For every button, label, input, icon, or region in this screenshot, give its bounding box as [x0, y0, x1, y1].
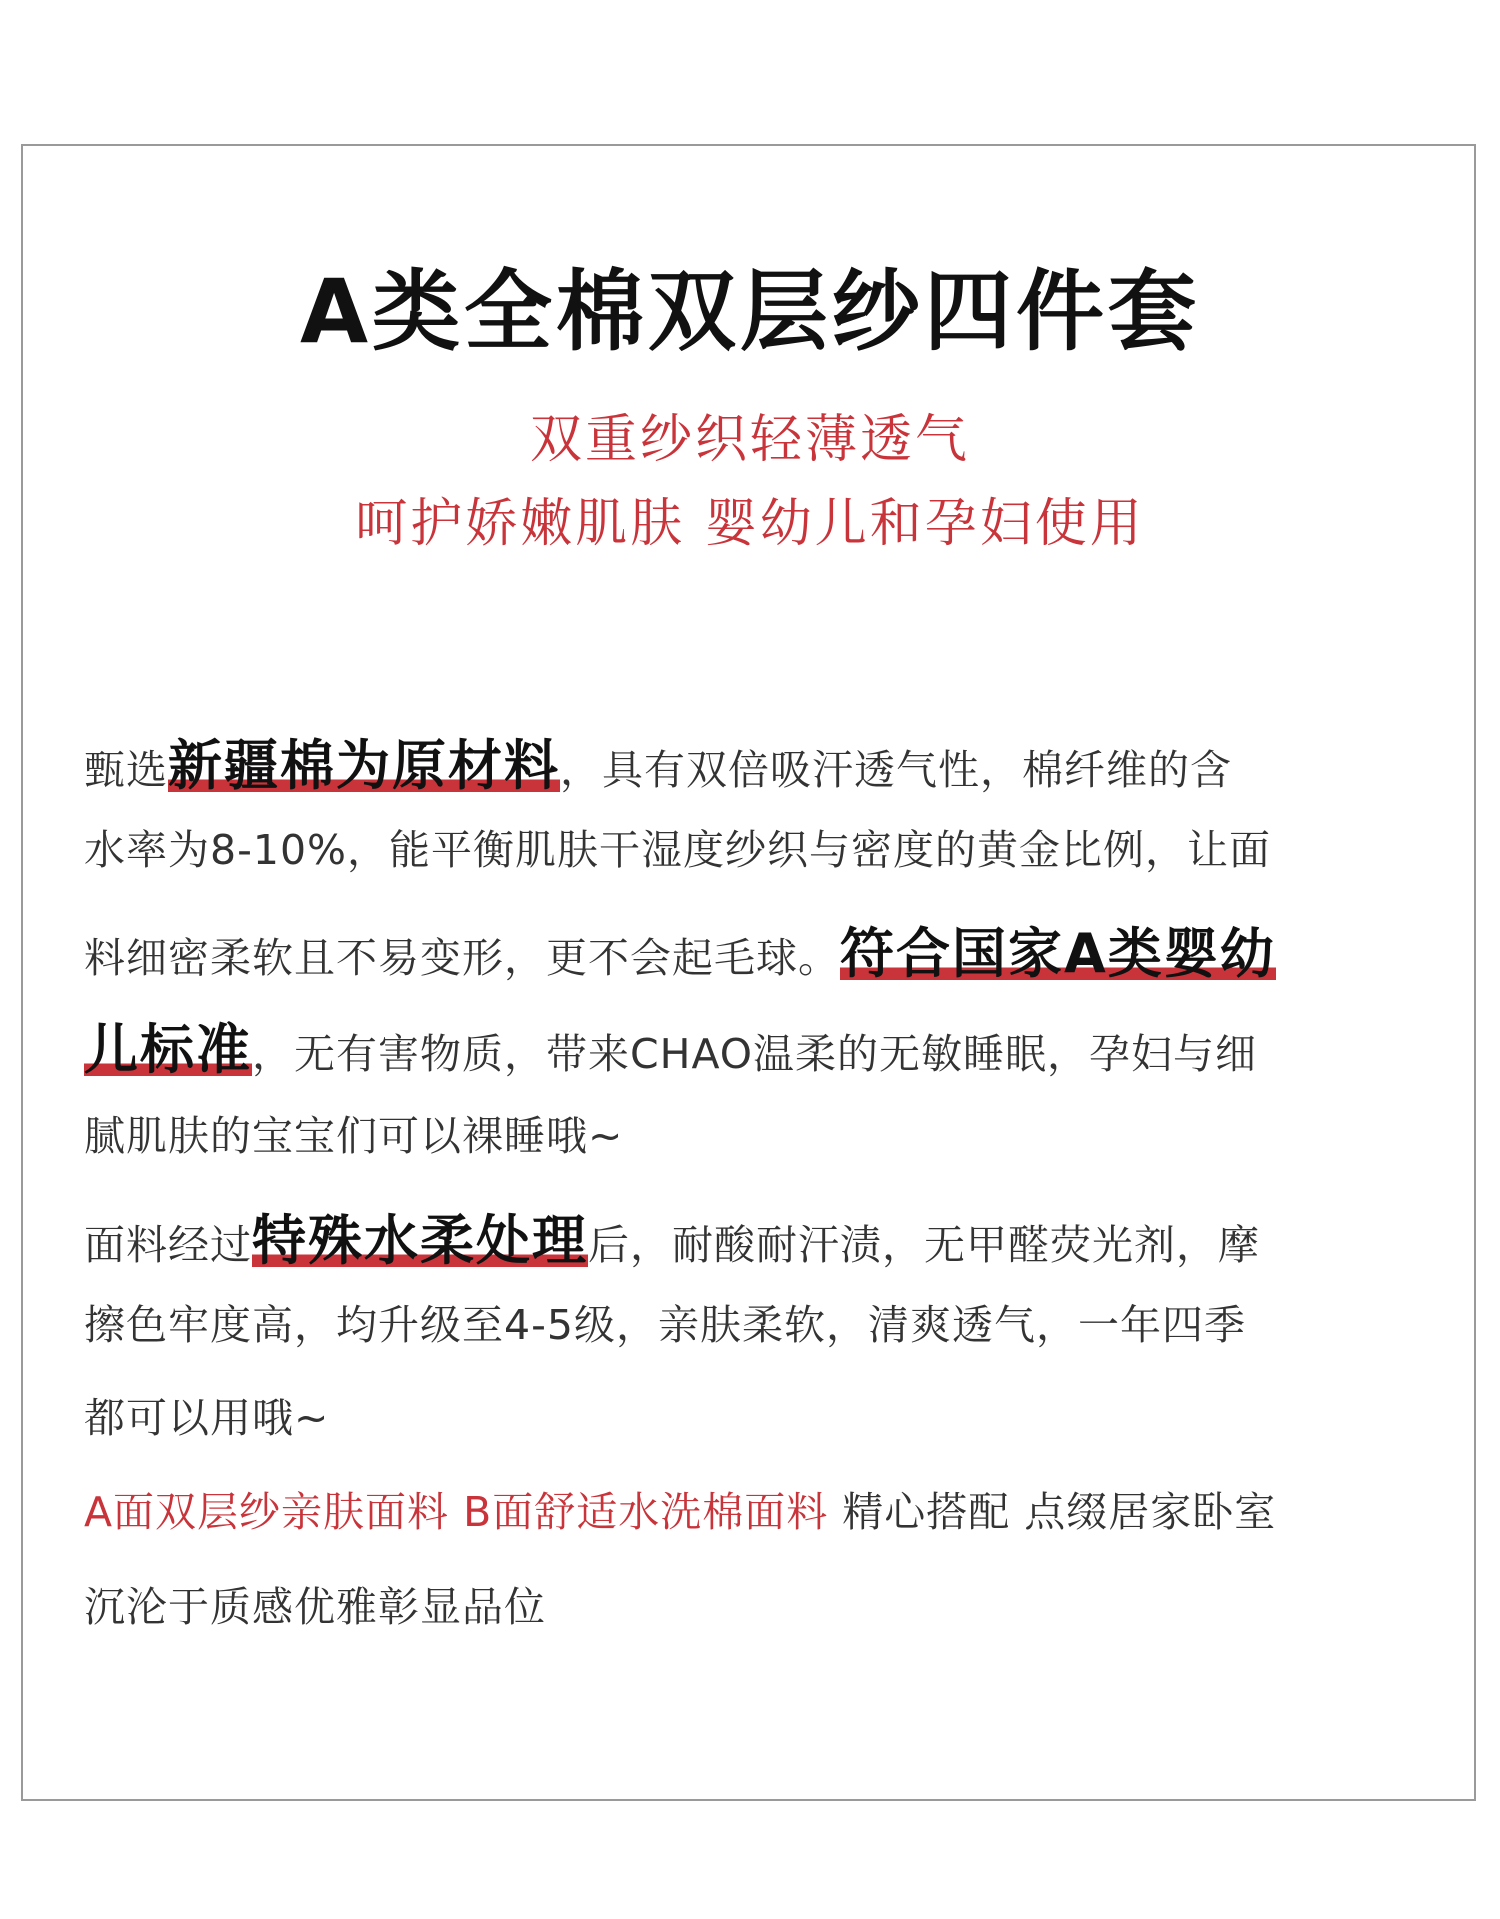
- subtitle-line-1: 双重纱织轻薄透气: [529, 410, 970, 470]
- body-text: ，具有双倍吸汗透气性，棉纤维的含: [560, 746, 1232, 794]
- fabric-description-red: A面双层纱亲肤面料 B面舒适水洗棉面料: [84, 1488, 829, 1536]
- paragraph-2-line-2: 擦色牢度高，均升级至4-5级，亲肤柔软，清爽透气，一年四季: [84, 1301, 1246, 1349]
- paragraph-3-line-1: [84, 1484, 1424, 1540]
- highlight-standard-end: 儿标准: [84, 1018, 252, 1081]
- paragraph-1-line-3: [84, 922, 1424, 986]
- subtitle-line-2: 呵护娇嫩肌肤 婴幼儿和孕妇使用: [355, 494, 1145, 554]
- body-text: 后，耐酸耐汗渍，无甲醛荧光剂，摩: [588, 1221, 1260, 1269]
- body-text: ，无有害物质，带来CHAO温柔的无敏睡眠，孕妇与细: [252, 1030, 1258, 1078]
- highlight-water-soft-treatment: 特殊水柔处理: [252, 1209, 588, 1272]
- highlight-national-a-standard: 符合国家A类婴幼: [840, 922, 1276, 985]
- body-text: 面料经过: [84, 1221, 252, 1269]
- page-title: A类全棉双层纱四件套: [299, 260, 1201, 363]
- body-text: 精心搭配 点缀居家卧室: [828, 1488, 1277, 1536]
- body-text: 甄选: [84, 746, 168, 794]
- paragraph-1-line-1: [84, 734, 1424, 798]
- paragraph-3-line-2: 沉沦于质感优雅彰显品位: [84, 1583, 546, 1631]
- paragraph-1-line-2: 水率为8-10%，能平衡肌肤干湿度纱织与密度的黄金比例，让面: [84, 826, 1272, 874]
- paragraph-2-line-1: [84, 1209, 1424, 1273]
- paragraph-1-line-5: 腻肌肤的宝宝们可以裸睡哦~: [84, 1112, 624, 1160]
- paragraph-2-line-3: 都可以用哦~: [84, 1394, 330, 1442]
- body-text: 料细密柔软且不易变形，更不会起毛球。: [84, 934, 840, 982]
- highlight-xinjiang-cotton: 新疆棉为原材料: [168, 734, 560, 797]
- paragraph-1-line-4: [84, 1018, 1424, 1082]
